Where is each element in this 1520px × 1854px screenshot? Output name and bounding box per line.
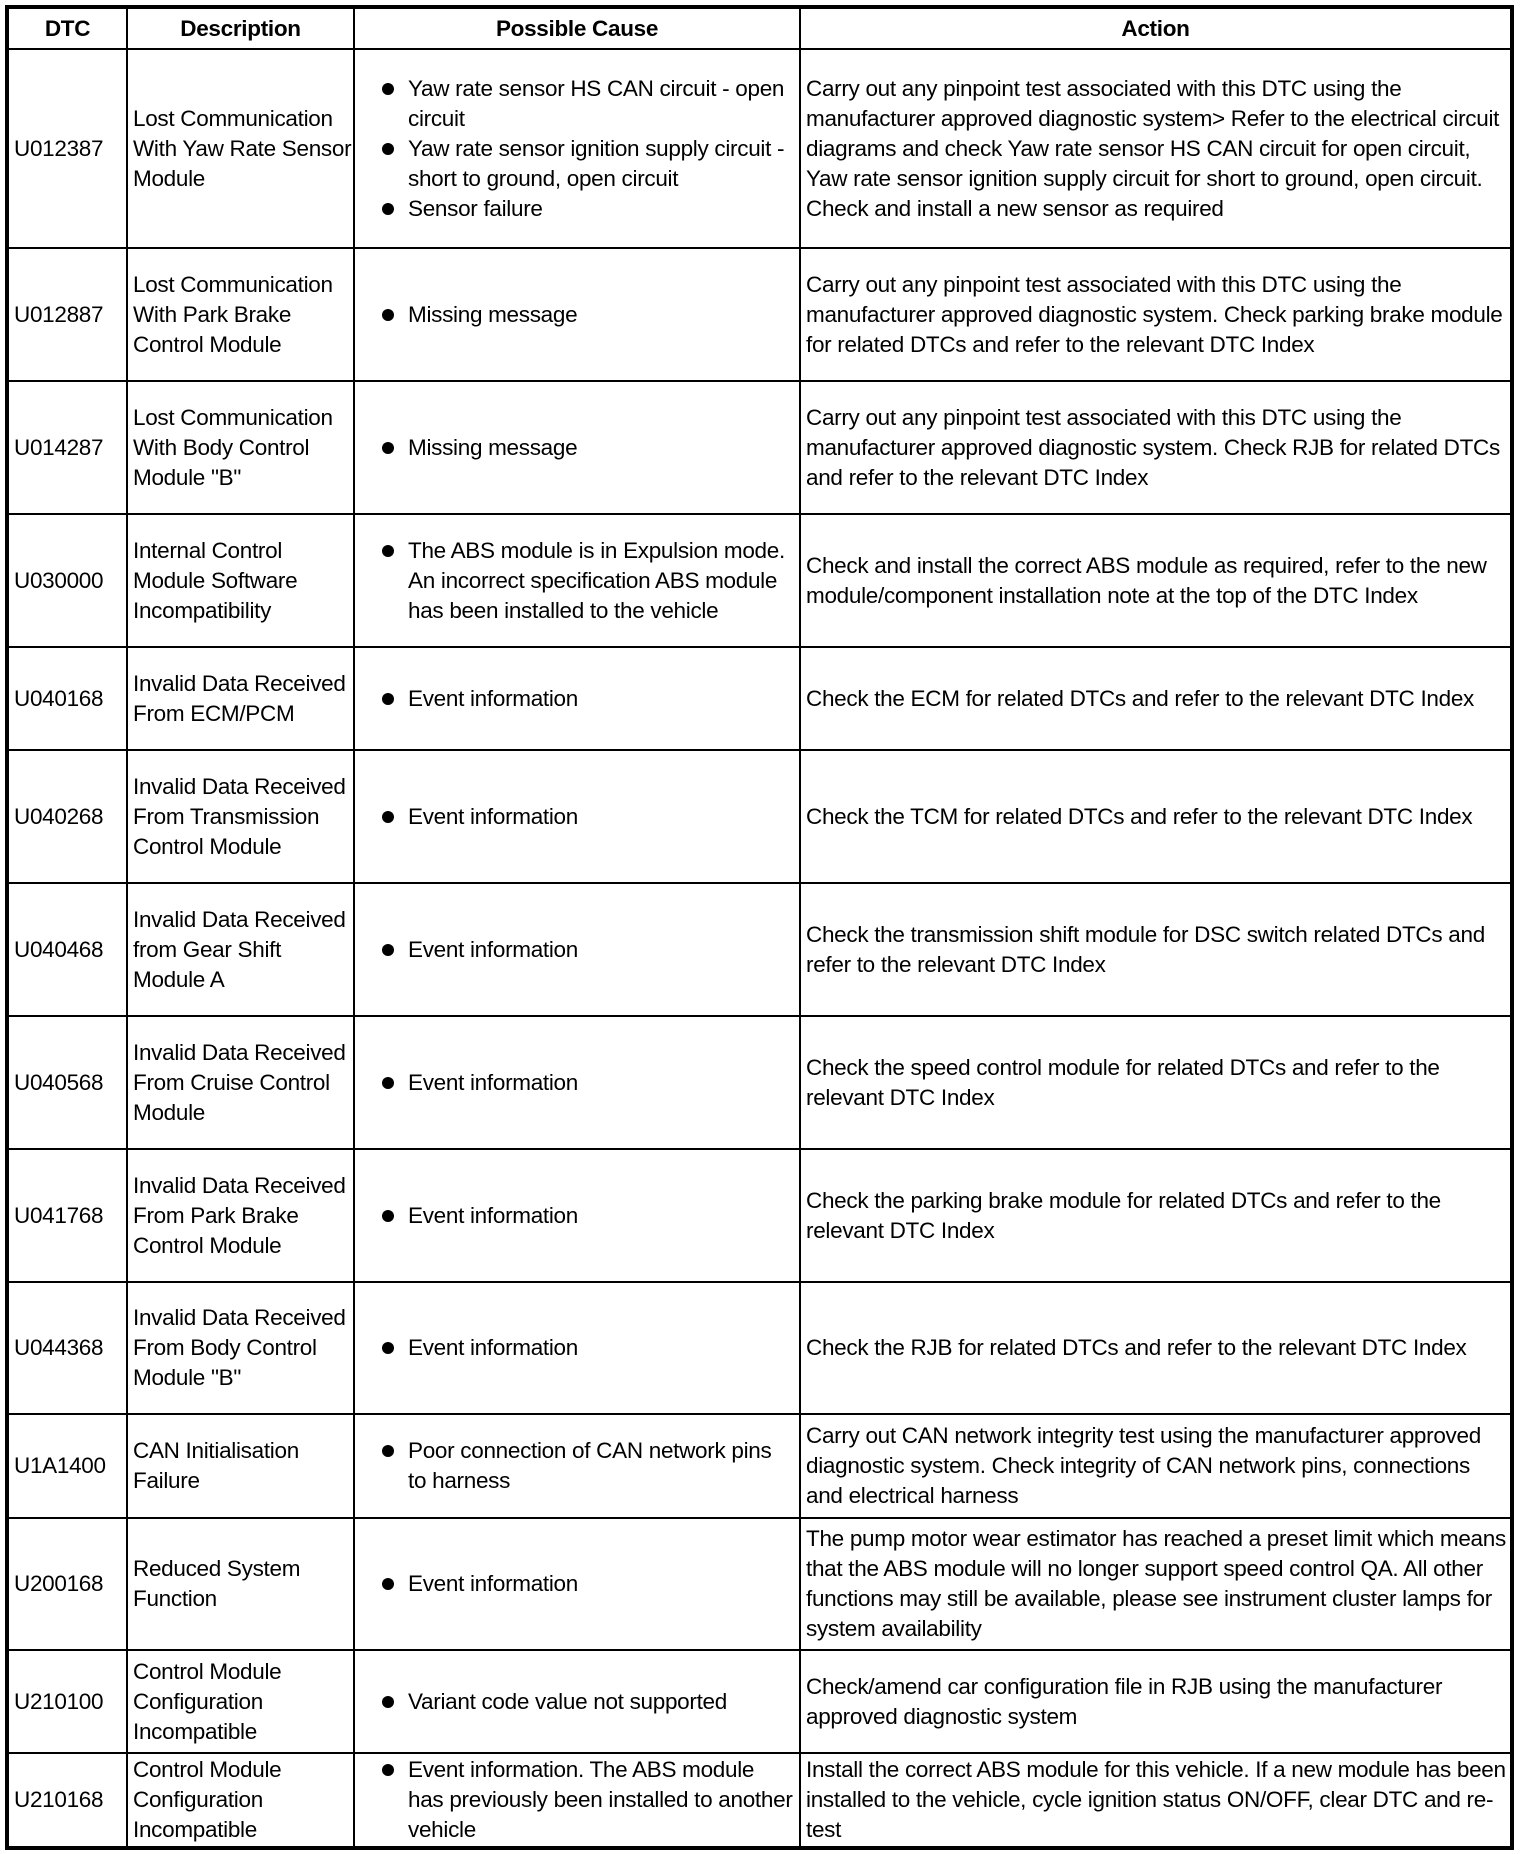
action-text: Carry out any pinpoint test associated with this DTC using the manufacturer approved diagnostic system. Check parking brake module for related DTCs and refer to the relevant DTC Index: [800, 248, 1512, 381]
possible-cause-list: [360, 684, 799, 714]
bullet-icon: [382, 83, 394, 95]
bullet-icon: [382, 1578, 394, 1590]
dtc-code: U040168: [7, 647, 127, 750]
action-text: Carry out any pinpoint test associated with this DTC using the manufacturer approved diagnostic system> Refer to the electrical circuit diagrams and check Yaw rate sensor HS CAN circuit for open circuit, Yaw rate sensor ignition supply circuit for short to ground, open circuit. Check and install a new sensor as required: [800, 49, 1512, 248]
possible-cause-item: [360, 1333, 799, 1363]
table-body: [7, 49, 1512, 1848]
bullet-icon: [382, 442, 394, 454]
dtc-description: Invalid Data Received From Body Control Module "B": [127, 1282, 354, 1414]
dtc-description: Lost Communication With Yaw Rate Sensor Module: [127, 49, 354, 248]
action-text: Check the RJB for related DTCs and refer to the relevant DTC Index: [800, 1282, 1512, 1414]
possible-cause-item: [360, 684, 799, 714]
possible-cause-cell: [354, 1016, 800, 1149]
table-row: [7, 750, 1512, 883]
dtc-description: Lost Communication With Park Brake Control Module: [127, 248, 354, 381]
table-row: [7, 248, 1512, 381]
possible-cause-text: Sensor failure: [408, 195, 543, 221]
header-description: Description: [127, 7, 354, 49]
possible-cause-item: [360, 134, 799, 194]
header-dtc: DTC: [7, 7, 127, 49]
dtc-code: U044368: [7, 1282, 127, 1414]
possible-cause-list: [360, 536, 799, 626]
dtc-code: U200168: [7, 1518, 127, 1650]
header-action: Action: [800, 7, 1512, 49]
possible-cause-text: Event information: [408, 1202, 578, 1228]
possible-cause-text: Missing message: [408, 434, 578, 460]
possible-cause-text: Poor connection of CAN network pins to harness: [408, 1438, 772, 1493]
possible-cause-cell: [354, 1650, 800, 1753]
dtc-description: Reduced System Function: [127, 1518, 354, 1650]
header-possible-cause: Possible Cause: [354, 7, 800, 49]
possible-cause-cell: [354, 1149, 800, 1282]
possible-cause-item: [360, 1436, 799, 1496]
possible-cause-list: [360, 1333, 799, 1363]
possible-cause-item: [360, 935, 799, 965]
possible-cause-text: Missing message: [408, 301, 578, 327]
possible-cause-text: Event information: [408, 685, 578, 711]
possible-cause-item: [360, 1068, 799, 1098]
possible-cause-list: [360, 433, 799, 463]
action-text: The pump motor wear estimator has reached a preset limit which means that the ABS module will no longer support speed control QA. All other functions may still be available, please see instrument cluster lamps for system availability: [800, 1518, 1512, 1650]
possible-cause-item: [360, 1687, 799, 1717]
dtc-code: U041768: [7, 1149, 127, 1282]
possible-cause-cell: [354, 1518, 800, 1650]
bullet-icon: [382, 1210, 394, 1222]
dtc-code: U040468: [7, 883, 127, 1016]
possible-cause-cell: [354, 514, 800, 647]
header-row: [7, 7, 1512, 49]
bullet-icon: [382, 1696, 394, 1708]
action-text: Check the speed control module for related DTCs and refer to the relevant DTC Index: [800, 1016, 1512, 1149]
possible-cause-list: [360, 802, 799, 832]
possible-cause-text: Event information. The ABS module has previously been installed to another vehicle: [408, 1757, 793, 1842]
possible-cause-list: [360, 1687, 799, 1717]
possible-cause-list: [360, 1569, 799, 1599]
bullet-icon: [382, 693, 394, 705]
table-row: [7, 1518, 1512, 1650]
dtc-code: U210100: [7, 1650, 127, 1753]
bullet-icon: [382, 1077, 394, 1089]
bullet-icon: [382, 309, 394, 321]
table-row: [7, 883, 1512, 1016]
bullet-icon: [382, 203, 394, 215]
table-row: [7, 514, 1512, 647]
possible-cause-text: Variant code value not supported: [408, 1688, 727, 1714]
bullet-icon: [382, 143, 394, 155]
possible-cause-cell: [354, 647, 800, 750]
possible-cause-cell: [354, 1282, 800, 1414]
possible-cause-item: [360, 1569, 799, 1599]
possible-cause-list: [360, 74, 799, 224]
table-row: [7, 1650, 1512, 1753]
possible-cause-item: [360, 74, 799, 134]
possible-cause-text: Event information: [408, 1069, 578, 1095]
possible-cause-cell: [354, 883, 800, 1016]
dtc-description: Invalid Data Received From Cruise Control Module: [127, 1016, 354, 1149]
dtc-code: U040268: [7, 750, 127, 883]
possible-cause-list: [360, 1068, 799, 1098]
possible-cause-text: Yaw rate sensor HS CAN circuit - open circuit: [408, 75, 785, 131]
dtc-description: Lost Communication With Body Control Module "B": [127, 381, 354, 514]
possible-cause-text: Event information: [408, 1571, 578, 1596]
dtc-description: Invalid Data Received From Transmission Control Module: [127, 750, 354, 883]
action-text: Check the parking brake module for related DTCs and refer to the relevant DTC Index: [800, 1149, 1512, 1282]
table-row: [7, 1016, 1512, 1149]
possible-cause-item: [360, 194, 799, 224]
possible-cause-cell: [354, 1414, 800, 1518]
dtc-code: U040568: [7, 1016, 127, 1149]
possible-cause-item: [360, 300, 799, 330]
dtc-description: Internal Control Module Software Incompatibility: [127, 514, 354, 647]
action-text: Install the correct ABS module for this vehicle. If a new module has been installed to the vehicle, cycle ignition status ON/OFF, clear DTC and re-test: [800, 1753, 1512, 1848]
possible-cause-cell: [354, 750, 800, 883]
action-text: Check the transmission shift module for DSC switch related DTCs and refer to the relevant DTC Index: [800, 883, 1512, 1016]
bullet-icon: [382, 811, 394, 823]
dtc-description: Invalid Data Received From Park Brake Control Module: [127, 1149, 354, 1282]
possible-cause-list: [360, 1201, 799, 1231]
table-row: [7, 381, 1512, 514]
action-text: Carry out CAN network integrity test using the manufacturer approved diagnostic system. Check integrity of CAN network pins, connections and electrical harness: [800, 1414, 1512, 1518]
action-text: Check/amend car configuration file in RJB using the manufacturer approved diagnostic system: [800, 1650, 1512, 1753]
dtc-code: U012387: [7, 49, 127, 248]
table-row: [7, 1753, 1512, 1848]
bullet-icon: [382, 545, 394, 557]
action-text: Check the ECM for related DTCs and refer to the relevant DTC Index: [800, 647, 1512, 750]
dtc-description: Invalid Data Received From ECM/PCM: [127, 647, 354, 750]
dtc-description: Invalid Data Received from Gear Shift Module A: [127, 883, 354, 1016]
action-text: Check and install the correct ABS module as required, refer to the new module/component installation note at the top of the DTC Index: [800, 514, 1512, 647]
possible-cause-text: Event information: [408, 803, 578, 829]
possible-cause-cell: [354, 381, 800, 514]
table-row: [7, 1149, 1512, 1282]
possible-cause-cell: [354, 248, 800, 381]
table-row: [7, 1282, 1512, 1414]
action-text: Check the TCM for related DTCs and refer to the relevant DTC Index: [800, 750, 1512, 883]
possible-cause-item: [360, 802, 799, 832]
dtc-description: Control Module Configuration Incompatible: [127, 1650, 354, 1753]
bullet-icon: [382, 1764, 394, 1776]
dtc-code: U1A1400: [7, 1414, 127, 1518]
possible-cause-text: The ABS module is in Expulsion mode. An incorrect specification ABS module has been installed to the vehicle: [408, 537, 785, 623]
possible-cause-item: [360, 1201, 799, 1231]
table-row: [7, 49, 1512, 248]
dtc-description: Control Module Configuration Incompatible: [127, 1753, 354, 1848]
dtc-code: U210168: [7, 1753, 127, 1848]
possible-cause-cell: [354, 1753, 800, 1848]
dtc-code: U030000: [7, 514, 127, 647]
possible-cause-item: [360, 536, 799, 626]
dtc-description: CAN Initialisation Failure: [127, 1414, 354, 1518]
dtc-code: U014287: [7, 381, 127, 514]
possible-cause-text: Event information: [408, 1335, 578, 1360]
table-row: [7, 647, 1512, 750]
possible-cause-list: [360, 1755, 799, 1845]
possible-cause-text: Yaw rate sensor ignition supply circuit - short to ground, open circuit: [408, 135, 785, 191]
bullet-icon: [382, 944, 394, 956]
dtc-code: U012887: [7, 248, 127, 381]
possible-cause-list: [360, 300, 799, 330]
possible-cause-list: [360, 935, 799, 965]
table-row: [7, 1414, 1512, 1518]
possible-cause-item: [360, 1755, 799, 1845]
bullet-icon: [382, 1342, 394, 1354]
dtc-table: [5, 5, 1514, 1850]
possible-cause-item: [360, 433, 799, 463]
possible-cause-list: [360, 1436, 799, 1496]
action-text: Carry out any pinpoint test associated with this DTC using the manufacturer approved diagnostic system. Check RJB for related DTCs and refer to the relevant DTC Index: [800, 381, 1512, 514]
possible-cause-cell: [354, 49, 800, 248]
bullet-icon: [382, 1445, 394, 1457]
possible-cause-text: Event information: [408, 936, 578, 962]
